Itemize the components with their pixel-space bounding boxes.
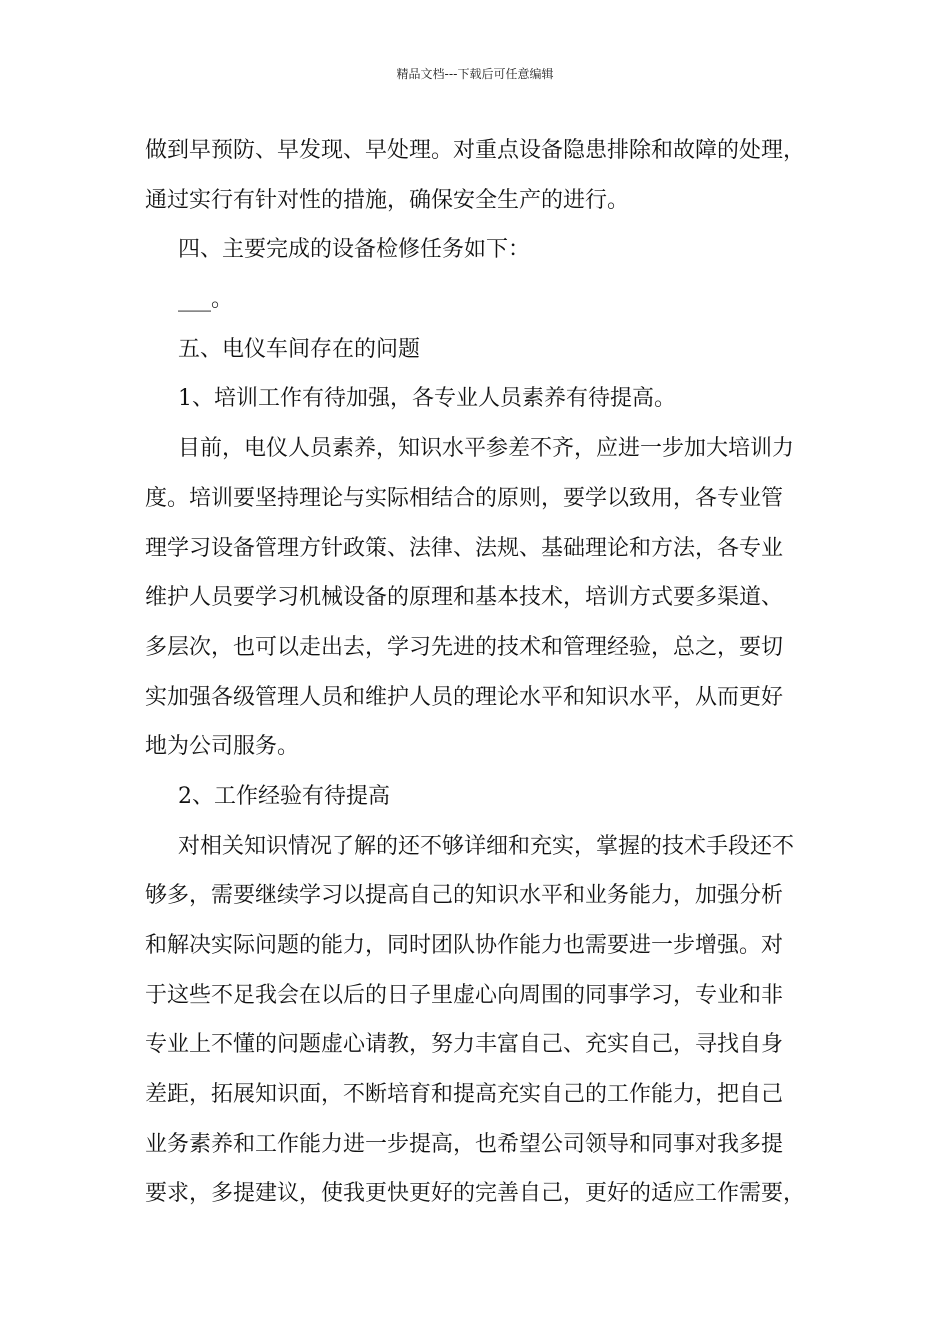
text-line: 维护人员要学习机械设备的原理和基本技术，培训方式要多渠道、 bbox=[145, 585, 784, 611]
text-line: 对相关知识情况了解的还不够详细和充实，掌握的技术手段还不 bbox=[178, 833, 795, 859]
page-header: 精品文档---下载后可任意编辑 bbox=[396, 67, 554, 81]
text-line: 目前，电仪人员素养，知识水平参差不齐，应进一步加大培训力 bbox=[178, 436, 795, 462]
text-line: 实加强各级管理人员和维护人员的理论水平和知识水平，从而更好 bbox=[145, 684, 784, 710]
text-line: ___。 bbox=[178, 287, 234, 313]
text-line: 理学习设备管理方针政策、法律、法规、基础理论和方法，各专业 bbox=[145, 535, 784, 561]
text-line: 地为公司服务。 bbox=[145, 734, 300, 760]
text-line: 通过实行有针对性的措施，确保安全生产的进行。 bbox=[145, 187, 630, 213]
text-line: 够多，需要继续学习以提高自己的知识水平和业务能力，加强分析 bbox=[145, 883, 784, 909]
text-line: 专业上不懂的问题虚心请教，努力丰富自己、充实自己，寻找自身 bbox=[145, 1032, 784, 1058]
text-line: 差距，拓展知识面，不断培育和提高充实自己的工作能力，把自己 bbox=[145, 1082, 784, 1108]
text-line: 业务素养和工作能力进一步提高，也希望公司领导和同事对我多提 bbox=[145, 1131, 784, 1157]
subsection-heading: 2、工作经验有待提高 bbox=[178, 783, 390, 809]
text-line: 于这些不足我会在以后的日子里虚心向周围的同事学习，专业和非 bbox=[145, 982, 784, 1008]
text-line: 做到早预防、早发现、早处理。对重点设备隐患排除和故障的处理， bbox=[145, 138, 806, 163]
text-line: 度。培训要坚持理论与实际相结合的原则，要学以致用，各专业管 bbox=[145, 485, 784, 511]
section-heading: 四、主要完成的设备检修任务如下： bbox=[178, 237, 531, 263]
text-line: 要求，多提建议，使我更快更好的完善自己，更好的适应工作需要， bbox=[145, 1181, 806, 1207]
text-line: 多层次，也可以走出去，学习先进的技术和管理经验，总之，要切 bbox=[145, 634, 784, 660]
section-heading: 五、电仪车间存在的问题 bbox=[178, 336, 421, 362]
subsection-heading: 1、培训工作有待加强，各专业人员素养有待提高。 bbox=[178, 386, 676, 412]
text-line: 和解决实际问题的能力，同时团队协作能力也需要进一步增强。对 bbox=[145, 933, 784, 958]
document-body bbox=[145, 126, 835, 1219]
